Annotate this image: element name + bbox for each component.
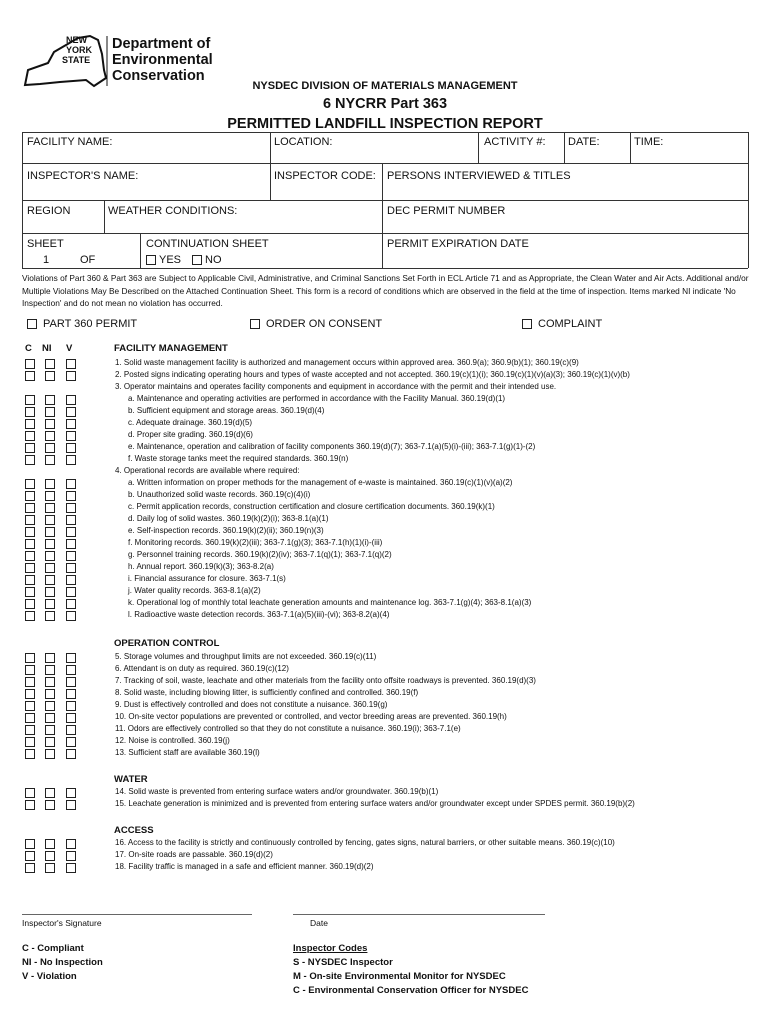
item-15: 15. Leachate generation is minimized and is prevented from entering surface waters and/or groundwater except under SPDES permit. 360.19(b)(2) xyxy=(115,799,635,808)
item-4f: f. Monitoring records. 360.19(k)(2)(iii); 363-7.1(g)(3); 363-7.1(h)(1)(i)-(iii) xyxy=(128,538,383,547)
checkbox-icon[interactable] xyxy=(66,689,76,699)
region-field[interactable]: REGION xyxy=(27,205,71,217)
legend-violation: V - Violation xyxy=(22,971,77,982)
checkbox-icon[interactable] xyxy=(25,563,35,573)
item-4d: d. Daily log of solid wastes. 360.19(k)(2)(i); 363-8.1(a)(1) xyxy=(128,514,329,523)
checkbox-icon[interactable] xyxy=(25,575,35,585)
item-17: 17. On-site roads are passable. 360.19(d)(2) xyxy=(115,850,273,859)
sheet-of-label: OF xyxy=(80,254,96,266)
checkbox-icon[interactable] xyxy=(66,419,76,429)
checkbox-icon[interactable] xyxy=(25,551,35,561)
location-field[interactable]: LOCATION: xyxy=(274,136,333,148)
dec-permit-field[interactable]: DEC PERMIT NUMBER xyxy=(387,205,506,217)
checkbox-icon[interactable] xyxy=(25,863,35,873)
checkbox-icon[interactable] xyxy=(66,788,76,798)
checkbox-icon[interactable] xyxy=(45,443,55,453)
item-3a: a. Maintenance and operating activities are performed in accordance with the Facility Manual. 360.19(d)(1) xyxy=(128,394,506,403)
svg-text:STATE: STATE xyxy=(62,55,91,65)
state-logo-text: NEW xyxy=(66,35,87,45)
checkbox-icon[interactable] xyxy=(25,371,35,381)
checkbox-icon[interactable] xyxy=(522,319,532,329)
item-4a: a. Written information on proper methods for the management of e-waste is maintained. 360.19(c)(1)(v)(a)(2) xyxy=(128,478,513,487)
checkbox-icon[interactable] xyxy=(66,863,76,873)
checkbox-icon[interactable] xyxy=(45,851,55,861)
item-4c: c. Permit application records, construction certification and closure certification documents. 360.19(k)(1) xyxy=(128,502,495,511)
item-13: 13. Sufficient staff are available 360.19(l) xyxy=(115,748,260,757)
checkbox-icon[interactable] xyxy=(45,431,55,441)
date-field[interactable]: DATE: xyxy=(568,136,600,148)
checkbox-icon[interactable] xyxy=(45,749,55,759)
checkbox-icon[interactable] xyxy=(25,359,35,369)
checkbox-icon[interactable] xyxy=(25,749,35,759)
item-2: 2. Posted signs indicating operating hours and types of waste accepted and not accepted. 360.19(c)(1)(i); 360.19(c)(1)(v)(a)(3); 360.19(c)(1)(v)(b) xyxy=(115,370,630,379)
persons-interviewed-field[interactable]: PERSONS INTERVIEWED & TITLES xyxy=(387,170,571,182)
checkbox-icon[interactable] xyxy=(66,527,76,537)
inspector-codes-title: Inspector Codes xyxy=(293,943,368,954)
violations-notice: Violations of Part 360 & Part 363 are Subject to Applicable Civil, Administrative, and Criminal Sanctions Set Forth in ECL Article 71 and as Appropriate, the Clean Water and Air Acts. Additional and/or Multiple Violations May Be Described on the Attached Continuation Sheet. This form is a record of conditions which are observed in the field at the time of inspection. Items marked NI indicate 'No Inspection' and do not mean no violation has occurred. xyxy=(22,273,749,308)
col-no-inspection: NI xyxy=(42,343,52,354)
report-title: PERMITTED LANDFILL INSPECTION REPORT xyxy=(227,116,543,132)
item-6: 6. Attendant is on duty as required. 360.19(c)(12) xyxy=(115,664,289,673)
checkbox-icon[interactable] xyxy=(25,539,35,549)
checkbox-icon[interactable] xyxy=(66,359,76,369)
checkbox-icon[interactable] xyxy=(66,800,76,810)
division-title: NYSDEC DIVISION OF MATERIALS MANAGEMENT xyxy=(252,80,518,92)
checkbox-icon[interactable] xyxy=(25,713,35,723)
checkbox-icon[interactable] xyxy=(45,713,55,723)
code-m: M - On-site Environmental Monitor for NYSDEC xyxy=(293,971,506,982)
item-7: 7. Tracking of soil, waste, leachate and other materials from the facility onto offsite roadways is prevented. 360.19(d)(3) xyxy=(115,676,536,685)
checkbox-icon[interactable] xyxy=(45,653,55,663)
section-operation: OPERATION CONTROL xyxy=(114,638,220,649)
checkbox-icon[interactable] xyxy=(25,419,35,429)
checkbox-icon[interactable] xyxy=(25,431,35,441)
checkbox-icon[interactable] xyxy=(25,800,35,810)
checkbox-icon[interactable] xyxy=(25,665,35,675)
weather-field[interactable]: WEATHER CONDITIONS: xyxy=(108,205,238,217)
checkbox-icon[interactable] xyxy=(66,599,76,609)
checkbox-icon[interactable] xyxy=(45,839,55,849)
item-3b: b. Sufficient equipment and storage areas. 360.19(d)(4) xyxy=(128,406,325,415)
checkbox-icon[interactable] xyxy=(25,527,35,537)
checkbox-icon[interactable] xyxy=(25,491,35,501)
col-compliant: C xyxy=(25,343,32,354)
checkbox-icon[interactable] xyxy=(25,407,35,417)
checkbox-icon[interactable] xyxy=(45,491,55,501)
checkbox-icon[interactable] xyxy=(66,563,76,573)
checkbox-icon[interactable] xyxy=(25,677,35,687)
checkbox-icon[interactable] xyxy=(66,575,76,585)
agency-name: Department of Environmental Conservation xyxy=(112,36,213,84)
section-access: ACCESS xyxy=(114,825,154,836)
item-3: 3. Operator maintains and operates facility components and equipment in accordance with the permit and their intended use. xyxy=(115,382,557,391)
checkbox-icon[interactable] xyxy=(25,839,35,849)
checkbox-icon[interactable] xyxy=(45,701,55,711)
status-legend xyxy=(22,942,103,984)
checkbox-icon[interactable] xyxy=(45,689,55,699)
item-3e: e. Maintenance, operation and calibration of facility components 360.19(d)(7); 363-7.1(a)(5)(i)-(iii); 363-7.1(g)(1)-(2) xyxy=(128,442,536,451)
checkbox-icon[interactable] xyxy=(45,539,55,549)
item-4b: b. Unauthorized solid waste records. 360.19(c)(4)(i) xyxy=(128,490,311,499)
checkbox-icon[interactable] xyxy=(45,788,55,798)
sheet-number[interactable]: 1 xyxy=(43,254,50,266)
checkbox-icon[interactable] xyxy=(25,455,35,465)
checkbox-icon[interactable] xyxy=(66,395,76,405)
item-9: 9. Dust is effectively controlled and does not constitute a nuisance. 360.19(g) xyxy=(115,700,388,709)
checkbox-icon[interactable] xyxy=(45,407,55,417)
checkbox-icon[interactable] xyxy=(25,737,35,747)
checkbox-icon[interactable] xyxy=(66,749,76,759)
time-field[interactable]: TIME: xyxy=(634,136,664,148)
item-11: 11. Odors are effectively controlled so that they do not constitute a nuisance. 360.19(i); 363-7.1(e) xyxy=(115,724,461,733)
checkbox-icon[interactable] xyxy=(25,395,35,405)
item-4l: l. Radioactive waste detection records. 363-7.1(a)(5)(iii)-(vi); 363-8.2(a)(4) xyxy=(128,610,390,619)
checkbox-icon[interactable] xyxy=(25,479,35,489)
inspector-signature-label: Inspector's Signature xyxy=(22,918,102,928)
legend-no-inspection: NI - No Inspection xyxy=(22,957,103,968)
checkbox-icon[interactable] xyxy=(66,551,76,561)
continuation-no[interactable]: NO xyxy=(192,254,222,266)
checkbox-icon[interactable] xyxy=(66,701,76,711)
inspector-code-field[interactable]: INSPECTOR CODE: xyxy=(274,170,376,182)
checkbox-icon[interactable] xyxy=(66,503,76,513)
item-16: 16. Access to the facility is strictly and continuously controlled by fencing, gates signs, natural barriers, or other suitable means. 360.19(c)(10) xyxy=(115,838,615,847)
facility-name-field[interactable]: FACILITY NAME: xyxy=(27,136,113,148)
checkbox-icon[interactable] xyxy=(45,515,55,525)
checkbox-icon[interactable] xyxy=(66,539,76,549)
checkbox-icon[interactable] xyxy=(66,515,76,525)
checkbox-icon[interactable] xyxy=(45,455,55,465)
checkbox-icon[interactable] xyxy=(25,701,35,711)
item-4g: g. Personnel training records. 360.19(k)(2)(iv); 363-7.1(q)(1); 363-7.1(q)(2) xyxy=(128,550,392,559)
checkbox-icon[interactable] xyxy=(66,677,76,687)
checkbox-icon[interactable] xyxy=(45,395,55,405)
checkbox-icon[interactable] xyxy=(66,713,76,723)
checkbox-icon[interactable] xyxy=(45,479,55,489)
checkbox-icon[interactable] xyxy=(192,255,202,265)
checkbox-icon[interactable] xyxy=(66,431,76,441)
checkbox-icon[interactable] xyxy=(66,407,76,417)
checkbox-icon[interactable] xyxy=(45,665,55,675)
checkbox-icon[interactable] xyxy=(45,419,55,429)
checkbox-icon[interactable] xyxy=(45,563,55,573)
item-4i: i. Financial assurance for closure. 363-7.1(s) xyxy=(128,574,286,583)
checkbox-icon[interactable] xyxy=(25,587,35,597)
checkbox-icon[interactable] xyxy=(45,611,55,621)
svg-text:YORK: YORK xyxy=(66,45,93,55)
item-4h: h. Annual report. 360.19(k)(3); 363-8.2(a) xyxy=(128,562,274,571)
checkbox-icon[interactable] xyxy=(25,599,35,609)
checkbox-icon[interactable] xyxy=(45,599,55,609)
checkbox-icon[interactable] xyxy=(45,551,55,561)
item-4k: k. Operational log of monthly total leachate generation amounts and maintenance log. 363-7.1(g)(4); 363-8.1(a)(3) xyxy=(128,598,532,607)
checkbox-icon[interactable] xyxy=(66,587,76,597)
regulation-title: 6 NYCRR Part 363 xyxy=(322,96,448,112)
complaint-option[interactable]: COMPLAINT xyxy=(522,318,602,330)
sheet-label: SHEET xyxy=(27,238,64,250)
checkbox-icon[interactable] xyxy=(66,737,76,747)
item-3c: c. Adequate drainage. 360.19(d)(5) xyxy=(128,418,253,427)
item-14: 14. Solid waste is prevented from entering surface waters and/or groundwater. 360.19(b)(1) xyxy=(115,787,439,796)
item-4: 4. Operational records are available where required: xyxy=(115,466,300,475)
item-10: 10. On-site vector populations are prevented or controlled, and vector breeding areas are prevented. 360.19(h) xyxy=(115,712,507,721)
checkbox-icon[interactable] xyxy=(45,587,55,597)
item-18: 18. Facility traffic is managed in a safe and efficient manner. 360.19(d)(2) xyxy=(115,862,374,871)
code-c: C - Environmental Conservation Officer for NYSDEC xyxy=(293,985,529,996)
order-on-consent-option[interactable]: ORDER ON CONSENT xyxy=(250,318,382,330)
col-violation: V xyxy=(66,343,73,354)
checkbox-icon[interactable] xyxy=(45,677,55,687)
checkbox-icon[interactable] xyxy=(45,800,55,810)
checkbox-icon[interactable] xyxy=(25,611,35,621)
inspector-codes-legend xyxy=(293,942,528,998)
checkbox-icon[interactable] xyxy=(146,255,156,265)
checkbox-icon[interactable] xyxy=(25,515,35,525)
checkbox-icon[interactable] xyxy=(66,665,76,675)
checkbox-icon[interactable] xyxy=(66,839,76,849)
checkbox-icon[interactable] xyxy=(66,851,76,861)
checkbox-icon[interactable] xyxy=(66,725,76,735)
checkbox-icon[interactable] xyxy=(25,851,35,861)
checkbox-icon[interactable] xyxy=(45,359,55,369)
item-5: 5. Storage volumes and throughput limits are not exceeded. 360.19(c)(11) xyxy=(115,652,377,661)
checkbox-icon[interactable] xyxy=(25,503,35,513)
checkbox-icon[interactable] xyxy=(250,319,260,329)
signature-date-label: Date xyxy=(310,918,328,928)
checkbox-icon[interactable] xyxy=(66,611,76,621)
checkbox-icon[interactable] xyxy=(25,653,35,663)
continuation-sheet-label: CONTINUATION SHEET xyxy=(146,238,269,250)
checkbox-icon[interactable] xyxy=(25,689,35,699)
checkbox-icon[interactable] xyxy=(45,575,55,585)
checkbox-icon[interactable] xyxy=(66,491,76,501)
continuation-yes[interactable]: YES xyxy=(146,254,181,266)
code-s: S - NYSDEC Inspector xyxy=(293,957,393,968)
legend-compliant: C - Compliant xyxy=(22,943,84,954)
checkbox-icon[interactable] xyxy=(27,319,37,329)
checkbox-icon[interactable] xyxy=(25,725,35,735)
item-3d: d. Proper site grading. 360.19(d)(6) xyxy=(128,430,253,439)
permit-expiration-field[interactable]: PERMIT EXPIRATION DATE xyxy=(387,238,529,250)
section-facility: FACILITY MANAGEMENT xyxy=(114,343,228,354)
item-4e: e. Self-inspection records. 360.19(k)(2)(ii); 360.19(n)(3) xyxy=(128,526,324,535)
checkbox-icon[interactable] xyxy=(45,737,55,747)
checkbox-icon[interactable] xyxy=(66,455,76,465)
checkbox-icon[interactable] xyxy=(66,443,76,453)
item-4j: j. Water quality records. 363-8.1(a)(2) xyxy=(128,586,261,595)
checkbox-icon[interactable] xyxy=(66,653,76,663)
item-8: 8. Solid waste, including blowing litter, is sufficiently confined and controlled. 360.19(f) xyxy=(115,688,419,697)
checkbox-icon[interactable] xyxy=(66,371,76,381)
item-1: 1. Solid waste management facility is authorized and management occurs within approved area. 360.9(a); 360.9(b)(1); 360.19(c)(9) xyxy=(115,358,579,367)
item-12: 12. Noise is controlled. 360.19(j) xyxy=(115,736,230,745)
checkbox-icon[interactable] xyxy=(45,503,55,513)
checkbox-icon[interactable] xyxy=(45,527,55,537)
checkbox-icon[interactable] xyxy=(66,479,76,489)
activity-field[interactable]: ACTIVITY #: xyxy=(484,136,546,148)
checkbox-icon[interactable] xyxy=(25,788,35,798)
part360-permit-option[interactable]: PART 360 PERMIT xyxy=(27,318,137,330)
item-3f: f. Waste storage tanks meet the required standards. 360.19(n) xyxy=(128,454,349,463)
checkbox-icon[interactable] xyxy=(45,371,55,381)
checkbox-icon[interactable] xyxy=(45,725,55,735)
checkbox-icon[interactable] xyxy=(25,443,35,453)
checkbox-icon[interactable] xyxy=(45,863,55,873)
section-water: WATER xyxy=(114,774,148,785)
inspector-name-field[interactable]: INSPECTOR'S NAME: xyxy=(27,170,139,182)
